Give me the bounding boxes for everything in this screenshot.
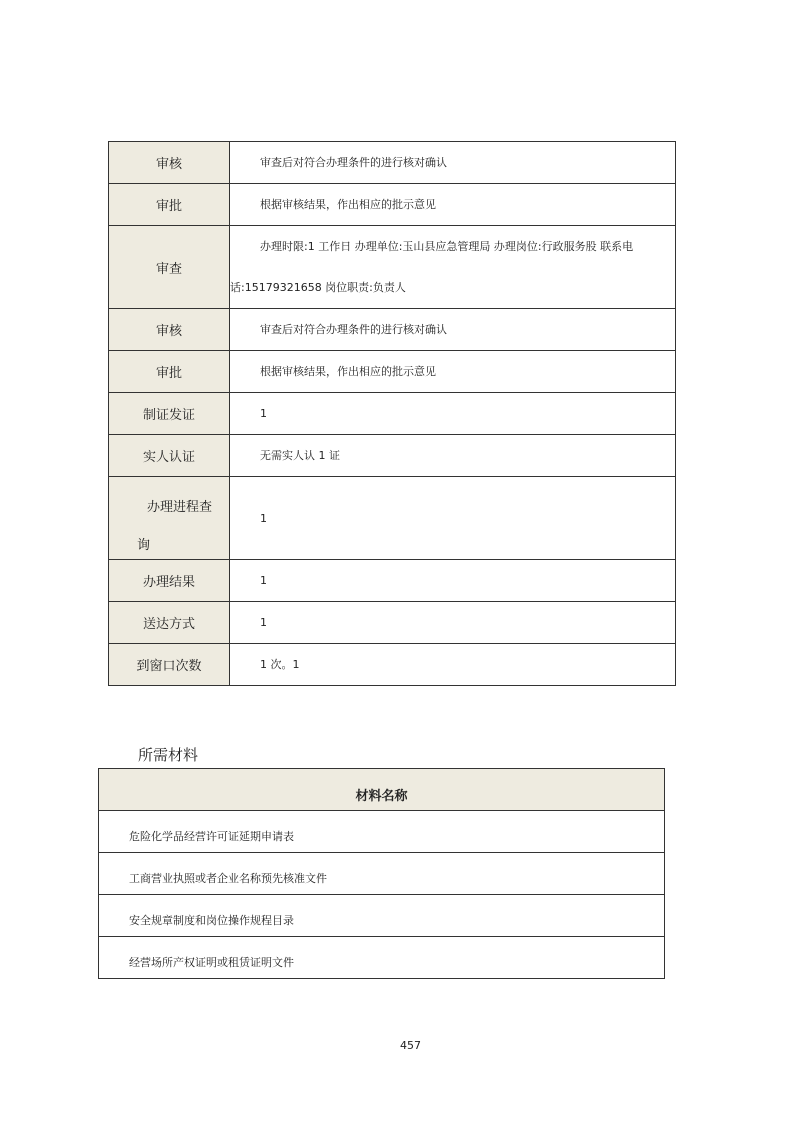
table-row: 工商营业执照或者企业名称预先核准文件 [99, 853, 664, 895]
row-value: 1 [260, 574, 267, 587]
value-line: 话:15179321658 岗位职责:负责人 [230, 281, 406, 294]
row-label: 审核 [109, 142, 230, 183]
label-line: 办理进程查 [147, 500, 213, 515]
row-value: 1 [260, 407, 267, 420]
table-row [109, 351, 675, 393]
row-label: 到窗口次数 [109, 644, 230, 685]
table-row [109, 560, 675, 602]
row-value: 1 [260, 511, 267, 525]
row-label: 审批 [109, 351, 230, 392]
row-value: 1 次。1 [260, 658, 300, 671]
row-value: 根据审核结果，作出相应的批示意见 [260, 198, 436, 211]
materials-table [98, 768, 665, 979]
row-label [109, 477, 230, 559]
table-row [109, 184, 675, 226]
table-row [109, 142, 675, 184]
row-value [230, 226, 675, 308]
row-value: 审查后对符合办理条件的进行核对确认 [260, 323, 447, 336]
page-number: 457 [400, 1039, 421, 1052]
table-row [109, 226, 675, 309]
table-row [109, 644, 675, 686]
row-value: 审查后对符合办理条件的进行核对确认 [260, 156, 447, 169]
table-row [109, 435, 675, 477]
row-label: 送达方式 [109, 602, 230, 643]
process-table [108, 141, 676, 686]
column-header: 材料名称 [99, 769, 664, 811]
table-row: 经营场所产权证明或租赁证明文件 [99, 937, 664, 979]
value-line: 办理时限:1 工作日 办理单位:玉山县应急管理局 办理岗位:行政服务股 联系电 [260, 240, 634, 253]
row-label: 办理结果 [109, 560, 230, 601]
row-label: 审核 [109, 309, 230, 350]
row-value: 根据审核结果，作出相应的批示意见 [260, 365, 436, 378]
table-row: 安全规章制度和岗位操作规程目录 [99, 895, 664, 937]
table-row [109, 477, 675, 560]
row-label: 制证发证 [109, 393, 230, 434]
row-label: 审批 [109, 184, 230, 225]
row-value: 1 [260, 616, 267, 629]
label-line: 询 [137, 538, 151, 553]
table-row [109, 602, 675, 644]
row-label: 实人认证 [109, 435, 230, 476]
table-row [109, 309, 675, 351]
row-value: 无需实人认 1 证 [260, 449, 340, 462]
materials-heading: 所需材料 [138, 746, 199, 764]
row-label: 审查 [109, 226, 230, 308]
table-row: 危险化学品经营许可证延期申请表 [99, 811, 664, 853]
table-row [109, 393, 675, 435]
